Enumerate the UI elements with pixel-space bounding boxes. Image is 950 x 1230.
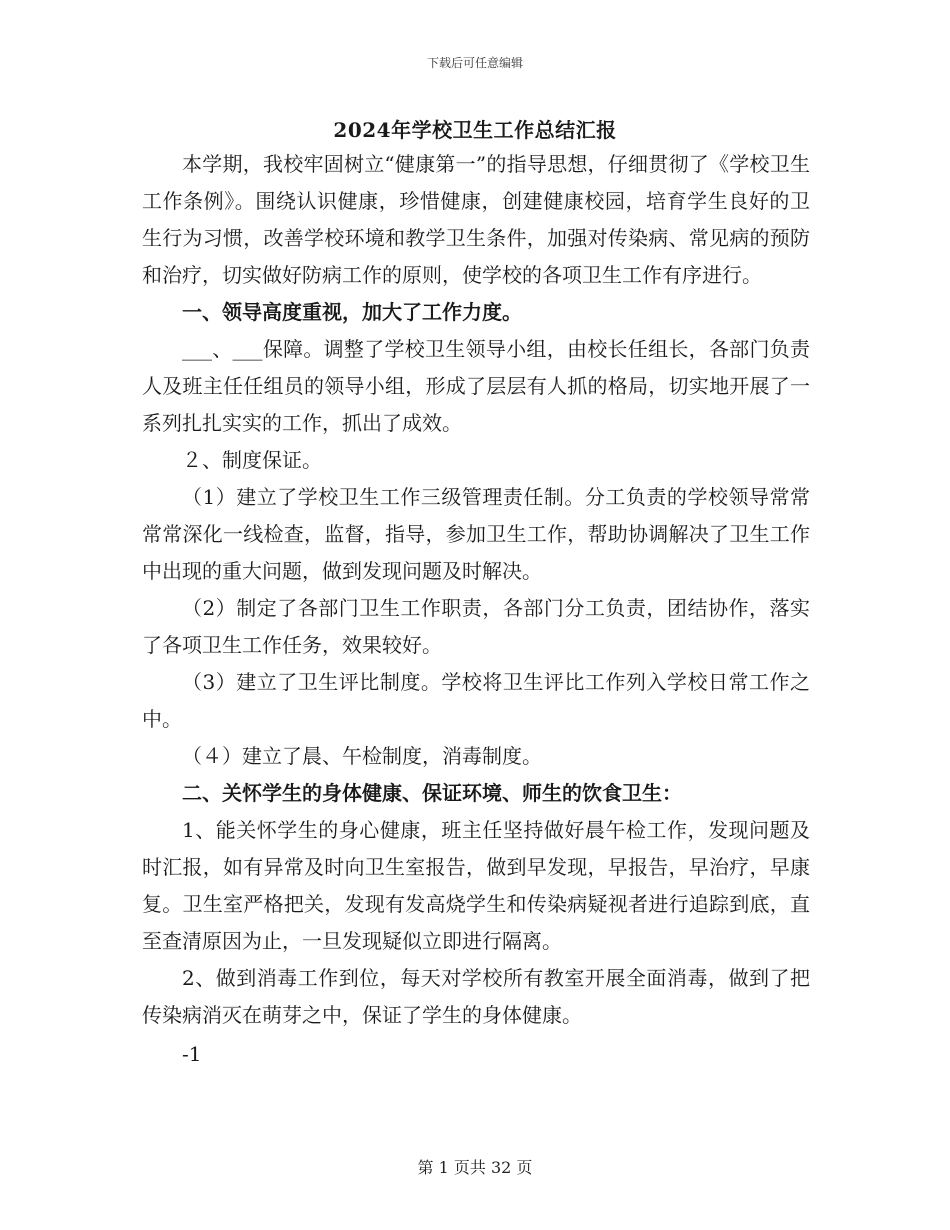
paragraph-item-2: （2）制定了各部门卫生工作职责，各部门分工负责，团结协作，落实了各项卫生工作任务，效果较好。	[142, 596, 810, 657]
document-body	[142, 146, 810, 1073]
paragraph-item-3: （3）建立了卫生评比制度。学校将卫生评比工作列入学校日常工作之中。	[142, 670, 810, 731]
intro-paragraph: 本学期，我校牢固树立“健康第一”的指导思想，仔细贯彻了《学校卫生工作条例》。围绕认识健康，珍惜健康，创建健康校园，培育学生良好的卫生行为习惯，改善学校环境和教学卫生条件，加强对传染病、常见病的预防和治疗，切实做好防病工作的原则，使学校的各项卫生工作有序进行。	[142, 152, 810, 287]
paragraph-item-1: （1）建立了学校卫生工作三级管理责任制。分工负责的学校领导常常常常深化一线检查，监督，指导，参加卫生工作，帮助协调解决了卫生工作中出现的重大问题，做到发现问题及时解决。	[142, 485, 810, 583]
paragraph-leadership: ___、___保障。调整了学校卫生领导小组，由校长任组长，各部门负责人及班主任任组员的领导小组，形成了层层有人抓的格局，切实地开展了一系列扎扎实实的工作，抓出了成效。	[142, 337, 810, 435]
paragraph-health-2: 2、做到消毒工作到位，每天对学校所有教室开展全面消毒，做到了把传染病消灭在萌芽之中，保证了学生的身体健康。	[142, 966, 810, 1027]
paragraph-item-4: （４）建立了晨、午检制度，消毒制度。	[182, 744, 542, 768]
inline-page-number: -1	[182, 1042, 202, 1066]
section-heading-2: 二、关怀学生的身体健康、保证环境、师生的饮食卫生：	[182, 781, 682, 805]
page-footer: 第 1 页共 32 页	[417, 1158, 533, 1177]
download-note: 下载后可任意编辑	[426, 56, 523, 70]
paragraph-health-1: 1、能关怀学生的身心健康，班主任坚持做好晨午检工作，发现问题及时汇报，如有异常及时向卫生室报告，做到早发现，早报告，早治疗，早康复。卫生室严格把关，发现有发高烧学生和传染病疑视者进行追踪到底，直至查清原因为止，一旦发现疑似立即进行隔离。	[142, 818, 810, 953]
section-heading-1: 一、领导高度重视，加大了工作力度。	[182, 300, 522, 324]
document-title: 2024年学校卫生工作总结汇报	[333, 118, 617, 142]
subheading-system: ２、制度保证。	[182, 448, 322, 472]
